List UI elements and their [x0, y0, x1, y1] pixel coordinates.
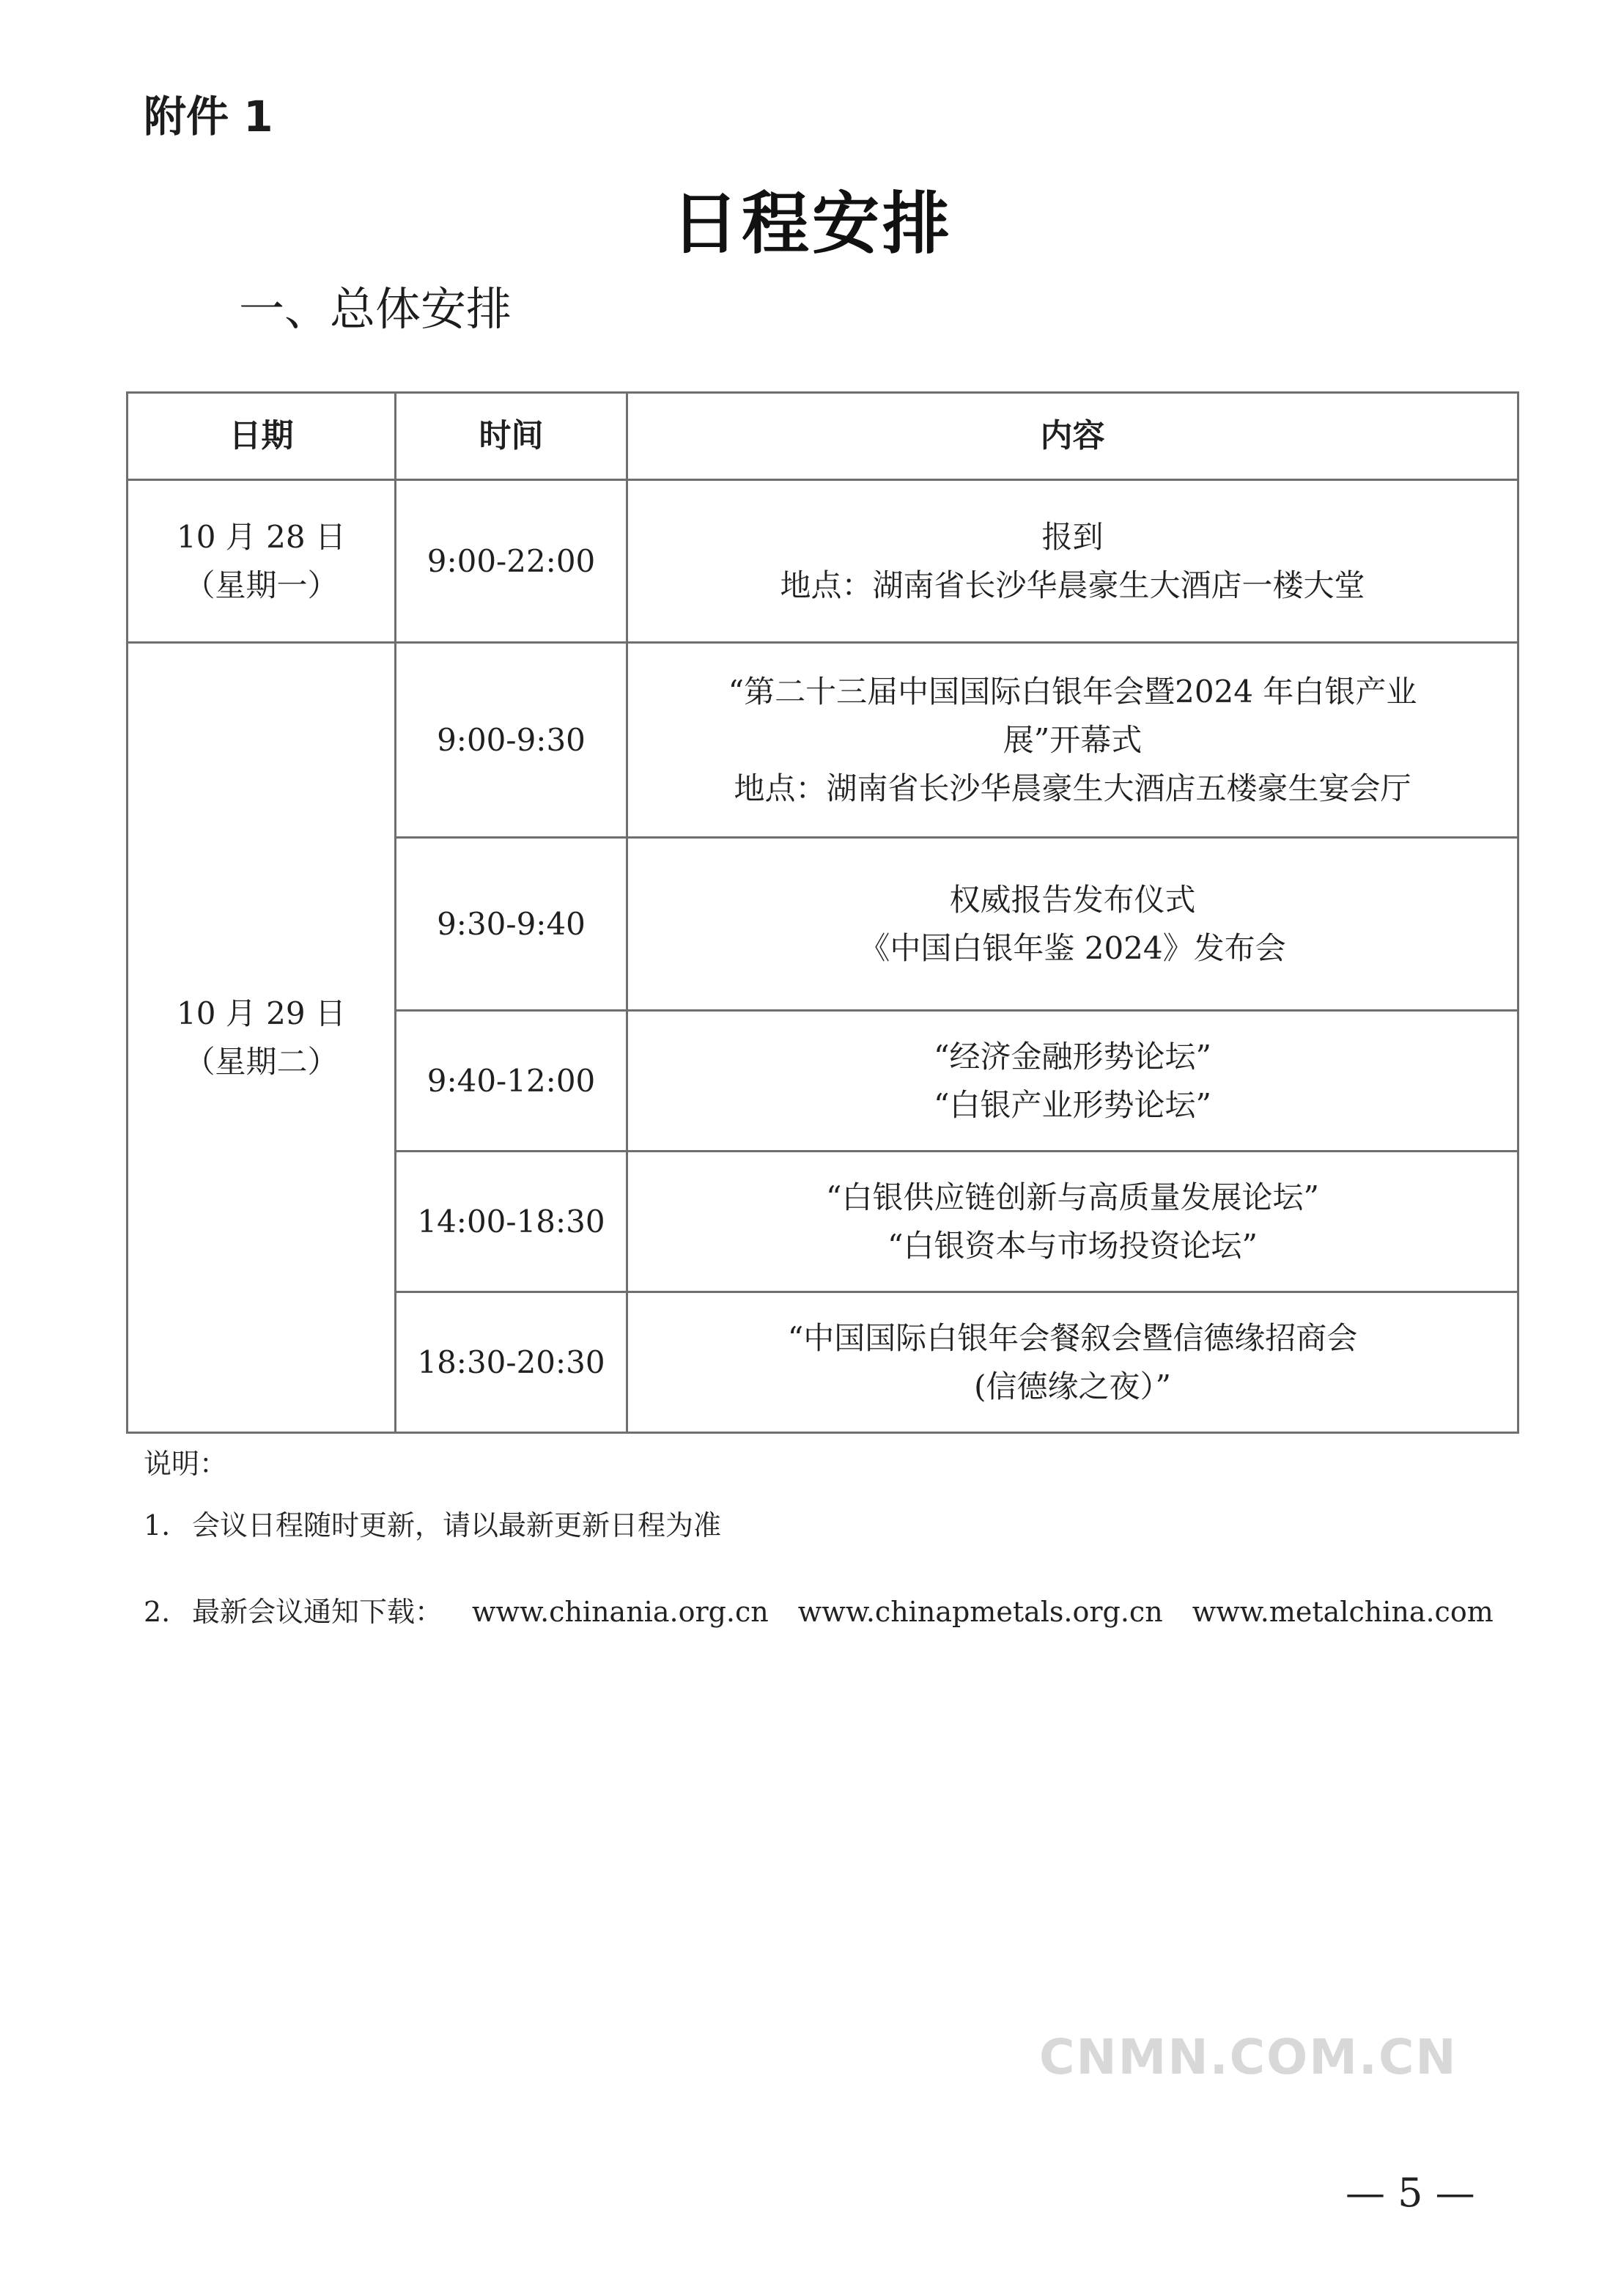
- content-line: 权威报告发布仪式: [949, 881, 1196, 918]
- content-line: 《中国白银年鉴 2024》发布会: [859, 929, 1286, 966]
- content-line: “白银资本与市场投资论坛”: [887, 1227, 1258, 1264]
- attachment-label: 附件 1: [144, 92, 273, 141]
- content-cell: [627, 1011, 1518, 1152]
- schedule-table: [126, 391, 1519, 1434]
- content-line: 地点：湖南省长沙华晨豪生大酒店五楼豪生宴会厅: [734, 770, 1411, 806]
- notes-heading: 说明：: [144, 1448, 228, 1480]
- content-line: “白银供应链创新与高质量发展论坛”: [826, 1179, 1319, 1215]
- note-text: 会议日程随时更新，请以最新更新日程为准: [192, 1509, 722, 1541]
- header-time: 时间: [396, 393, 627, 480]
- weekday-text: （星期二）: [184, 1043, 339, 1080]
- date-cell: [128, 643, 396, 1433]
- date-cell: [128, 480, 396, 643]
- content-line: “第二十三届中国国际白银年会暨2024 年白银产业: [728, 673, 1417, 710]
- header-content: 内容: [627, 393, 1518, 480]
- table-header-row: [128, 393, 1518, 480]
- content-line: 展”开幕式: [1003, 721, 1143, 758]
- download-link-chinania[interactable]: www.chinania.org.cn: [472, 1596, 769, 1628]
- time-cell: 9:30-9:40: [396, 838, 627, 1011]
- time-cell: 9:00-22:00: [396, 480, 627, 643]
- header-date: 日期: [128, 393, 396, 480]
- download-link-metalchina[interactable]: www.metalchina.com: [1192, 1596, 1494, 1628]
- table-row: [128, 643, 1518, 838]
- content-cell: [627, 838, 1518, 1011]
- table-row: [128, 480, 1518, 643]
- section-heading: 一、总体安排: [239, 282, 512, 336]
- page-title: 日程安排: [671, 185, 953, 263]
- content-line: (信德缘之夜）”: [974, 1368, 1171, 1404]
- note-number: 1.: [144, 1509, 171, 1541]
- date-text: 10 月 28 日: [177, 518, 346, 555]
- watermark: CNMN.COM.CN: [1039, 2029, 1458, 2085]
- note-item: [144, 1507, 1494, 1544]
- content-line: “中国国际白银年会餐叙会暨信德缘招商会: [787, 1319, 1358, 1356]
- date-text: 10 月 29 日: [177, 995, 346, 1031]
- time-cell: 14:00-18:30: [396, 1152, 627, 1292]
- content-line: “白银产业形势论坛”: [934, 1086, 1211, 1123]
- time-cell: 9:00-9:30: [396, 643, 627, 838]
- content-cell: [627, 1152, 1518, 1292]
- content-cell: [627, 480, 1518, 643]
- content-line: “经济金融形势论坛”: [934, 1038, 1211, 1075]
- weekday-text: （星期一）: [184, 567, 339, 603]
- content-line: 报到: [1041, 518, 1104, 555]
- content-cell: [627, 1292, 1518, 1433]
- notes: [144, 1445, 1494, 1680]
- content-line: 地点：湖南省长沙华晨豪生大酒店一楼大堂: [780, 567, 1365, 603]
- time-cell: 9:40-12:00: [396, 1011, 627, 1152]
- content-cell: [627, 643, 1518, 838]
- note-number: 2.: [144, 1596, 171, 1628]
- download-link-chinapmetals[interactable]: www.chinapmetals.org.cn: [797, 1596, 1163, 1628]
- time-cell: 18:30-20:30: [396, 1292, 627, 1433]
- page-number: — 5 —: [1346, 2170, 1475, 2216]
- note-item: [144, 1594, 1494, 1630]
- note-text: 最新会议通知下载：: [192, 1596, 443, 1628]
